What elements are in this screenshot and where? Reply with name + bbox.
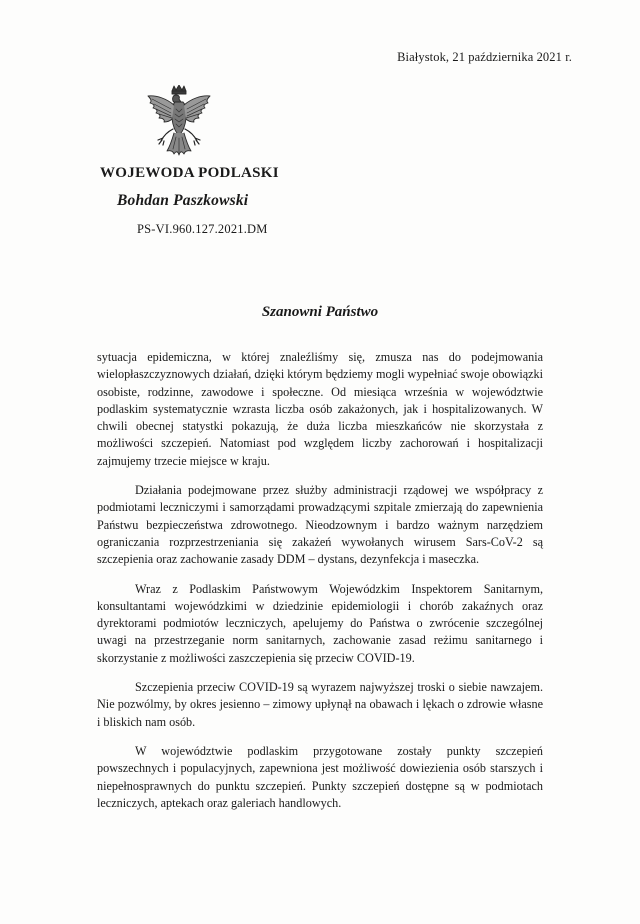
letter-body (97, 349, 543, 824)
issuing-office: WOJEWODA PODLASKI (100, 165, 279, 181)
letter-salutation: Szanowni Państwo (261, 304, 379, 320)
body-paragraph: Wraz z Podlaskim Państwowym Wojewódzkim Inspektorem Sanitarnym, konsultantami wojewódzkimi w dziedzinie epidemiologii i chorób zakaźnych oraz dyrektorami podmiotów leczniczych, apelujemy do Państwa o zwrócenie szczególnej uwagi na przestrzeganie norm sanitarnych, zachowanie zasad reżimu sanitarnego i skorzystanie z możliwości zaszczepienia się przeciw COVID-19. (97, 581, 543, 665)
polish-eagle-emblem-icon (143, 85, 215, 167)
letter-date: Białystok, 21 października 2021 r. (397, 50, 572, 64)
body-paragraph: Szczepienia przeciw COVID-19 są wyrazem najwyższej troski o siebie nawzajem. Nie pozwólmy, by okres jesienno – zimowy upłynął na obawach i lękach o zdrowie własne i bliskich nam osób. (97, 680, 543, 729)
body-paragraph: Działania podejmowane przez służby administracji rządowej we współpracy z podmiotami leczniczymi i samorządami prowadzącymi szpitale zmierzają do zapewnienia Państwu bezpieczeństwa zdrowotnego. Nieodzownym i bardzo ważnym narzędziem ograniczania rozprzestrzeniania się zakażeń wywołanych wirusem Sars-CoV-2 są szczepienia oraz zachowanie zasady DDM – dystans, dezynfekcja i maseczka. (97, 483, 543, 567)
reference-number: PS-VI.960.127.2021.DM (137, 222, 268, 236)
body-paragraph: sytuacja epidemiczna, w której znaleźliśmy się, zmusza nas do podejmowania wielopłaszczyznowych działań, dzięki którym będziemy mogli wypełniać swoje obowiązki osobiste, rodzinne, zawodowe i społeczne. Od miesiąca września w województwie podlaskim systematycznie wzrasta liczba osób zakażonych, jak i hospitalizowanych. W chwili obecnej statystki pokazują, że duża liczba mieszkańców nie skorzystała z możliwości szczepień. Natomiast pod względem liczby zachorowań i hospitalizacji zajmujemy trzecie miejsce w kraju. (97, 350, 543, 468)
body-paragraph: W województwie podlaskim przygotowane zostały punkty szczepień powszechnych i populacyjnych, zapewniona jest możliwość dowiezienia osób starszych i niepełnosprawnych do punktu szczepień. Punkty szczepień dostępne są w podmiotach leczniczych, aptekach oraz galeriach handlowych. (97, 743, 543, 810)
official-name: Bohdan Paszkowski (117, 192, 249, 209)
